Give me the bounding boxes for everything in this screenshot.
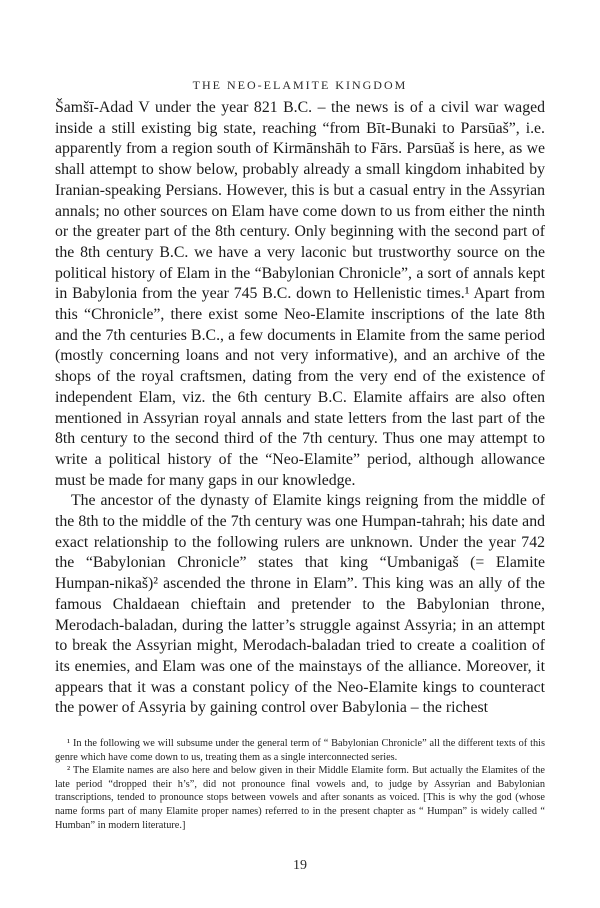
page-number: 19	[293, 858, 307, 873]
paragraph-dynasty: The ancestor of the dynasty of Elamite kings reigning from the middle of the 8th to the middle of the 7th century was one Humpan-tahrah; his date and exact relationship to the following rulers are unknown. Under the year 742 the “Babylonian Chronicle” states that king “Umbanigaš (= Elamite Humpan-nikaš)² ascended the throne in Elam”. This king was an ally of the famous Chaldaean chieftain and pretender to the Babylonian throne, Merodach-baladan, during the latter’s struggle against Assyria; in an attempt to break the Assyrian might, Merodach-baladan tried to create a coalition of its enemies, and Elam was one of the mainstays of the alliance. Moreover, it appears that it was a constant policy of the Neo-Elamite kings to counteract the power of Assyria by gaining control over Babylonia – the richest	[55, 492, 545, 717]
footnote-1: ¹ In the following we will subsume under the general term of “ Babylonian Chronicle” all the different texts of this genre which have come down to us, treating them as a single interconnected series.	[55, 738, 545, 763]
paragraph-continued: Šamšī-Adad V under the year 821 B.C. – the news is of a civil war waged inside a still existing big state, reaching “from Bīt-Bunaki to Parsūaš”, i.e. apparently from a region south of Kirmānshāh to Fārs. Parsūaš is here, as we shall attempt to show below, probably already a small kingdom inhabited by Iranian-speaking Persians. However, this is but a casual entry in the Assyrian annals; no other sources on Elam have come down to us from either the ninth or the greater part of the 8th century. Only beginning with the second part of the 8th century B.C. we have a very laconic but trustworthy source on the political history of Elam in the “Babylonian Chronicle”, a sort of annals kept in Babylonia from the year 745 B.C. down to Hellenistic times.¹ Apart from this “Chronicle”, there exist some Neo-Elamite inscriptions of the late 8th and the 7th centuries B.C., a few documents in Elamite from the same period (mostly concerning loans and not very informative), and an archive of the shops of the royal craftsmen, dating from the very end of the existence of independent Elam, viz. the 6th century B.C. Elamite affairs are also often mentioned in Assyrian royal annals and state letters from the last part of the 8th century to the second third of the 7th century. Thus one may attempt to write a political history of the “Neo-Elamite” period, although allowance must be made for many gaps in our knowledge.	[55, 99, 545, 489]
body-text	[55, 98, 545, 719]
footnotes	[55, 737, 545, 832]
footnote-2: ² The Elamite names are also here and below given in their Middle Elamite form. But actually the Elamites of the late period “dropped their h’s”, did not pronounce final vowels and, to judge by Assyrian and Babylonian transcriptions, tended to pronounce stops between vowels and after sonants as voiced. [This is why the god (whose name forms part of many Elamite proper names) referred to in the present chapter as “ Humpan” is widely called “ Humban” in modern literature.]	[55, 765, 545, 831]
running-head: THE NEO-ELAMITE KINGDOM	[192, 78, 408, 92]
